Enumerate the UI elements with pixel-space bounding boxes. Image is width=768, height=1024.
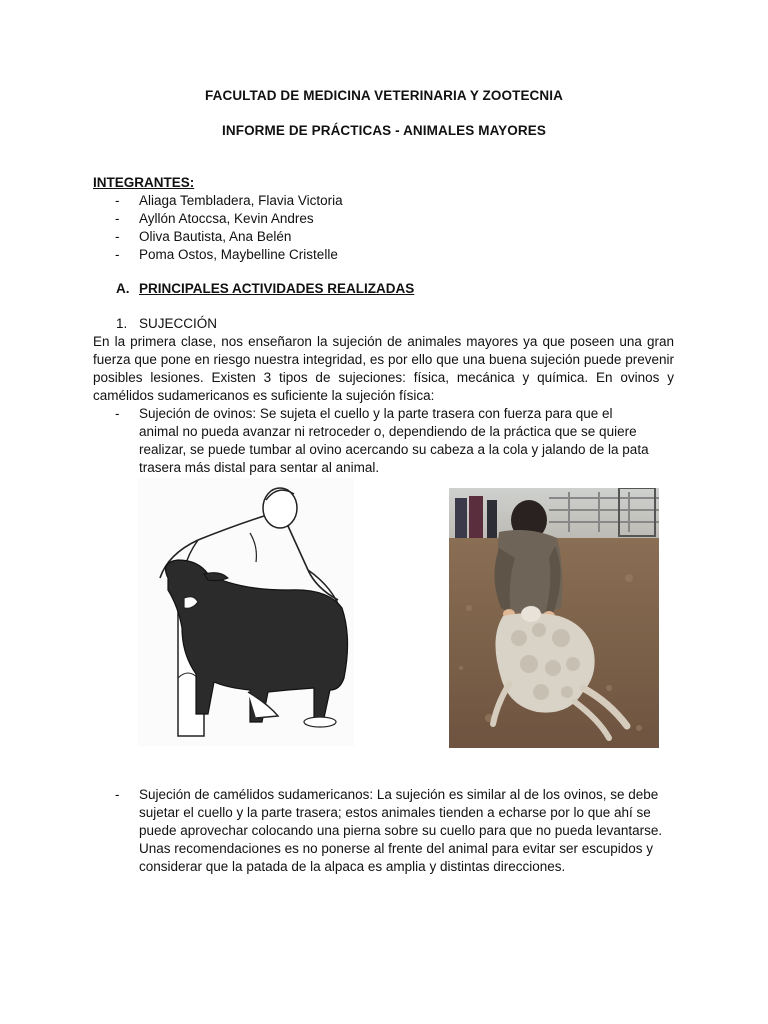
section-a-heading — [116, 281, 414, 296]
member-name: Poma Ostos, Maybelline Cristelle — [139, 247, 338, 262]
section-title: PRINCIPALES ACTIVIDADES REALIZADAS — [139, 281, 415, 296]
faculty-title: FACULTAD DE MEDICINA VETERINARIA Y ZOOTECNIA — [205, 88, 563, 103]
intro-paragraph: En la primera clase, nos enseñaron la sujeción de animales mayores ya que poseen una gran fuerza que pone en riesgo nuestra integridad, es por ello que una buena sujeción puede prevenir posibles lesiones. Existen 3 tipos de sujeciones: física, mecánica y química. En ovinos y camélidos sudamericanos es suficiente la sujeción física: — [93, 334, 674, 403]
list-dash: - — [115, 193, 120, 208]
list-dash: - — [115, 247, 120, 262]
member-name: Oliva Bautista, Ana Belén — [139, 229, 292, 244]
member-name: Ayllón Atoccsa, Kevin Andres — [139, 211, 314, 226]
bullet-sheep-restraint — [93, 405, 653, 477]
subsection-number: 1. — [116, 316, 128, 331]
report-title: INFORME DE PRÁCTICAS - ANIMALES MAYORES — [222, 123, 546, 138]
list-dash: - — [115, 787, 120, 802]
members-label: INTEGRANTES: — [93, 175, 195, 190]
list-dash: - — [115, 229, 120, 244]
bullet-text: Sujeción de ovinos: Se sujeta el cuello y la parte trasera con fuerza para que el animal no pueda avanzar ni retroceder o, dependiendo de la práctica que se quiere realizar, se puede tumbar al ovino acercando su cabeza a la cola y jalando de la pata trasera más distal para sentar al animal. — [139, 406, 649, 475]
list-dash: - — [115, 211, 120, 226]
list-dash: - — [115, 406, 120, 421]
member-name: Aliaga Tembladera, Flavia Victoria — [139, 193, 343, 208]
sheep-restraint-illustration — [138, 478, 354, 746]
bullet-camelid-restraint — [93, 786, 679, 876]
section-letter: A. — [116, 281, 130, 296]
bullet-text: Sujeción de camélidos sudamericanos: La sujeción es similar al de los ovinos, se debe sujetar el cuello y la parte trasera; estos animales tienden a echarse por lo que ahí se puede aprovechar colocando una pierna sobre su cuello para que no pueda levantarse. Unas recomendaciones es no ponerse al frente del animal para evitar ser escupidos y considerar que la patada de la alpaca es amplia y distintas direcciones. — [139, 787, 663, 874]
subsection-heading — [116, 316, 217, 331]
subsection-title: SUJECCIÓN — [139, 316, 218, 331]
sheep-restraint-photo — [449, 488, 659, 748]
